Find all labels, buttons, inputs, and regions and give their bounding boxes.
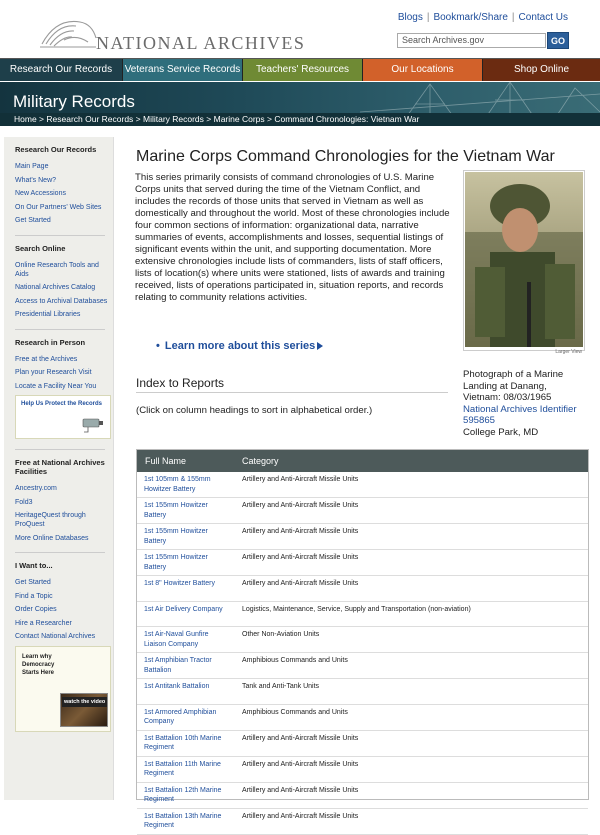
sidebar-link-fold3[interactable]: Fold3 xyxy=(15,498,33,506)
sidebar-link-contact[interactable]: Contact National Archives xyxy=(15,633,96,640)
marine-photo xyxy=(465,172,583,347)
unit-name-link[interactable]: 1st Air Delivery Company xyxy=(144,605,223,613)
divider xyxy=(15,230,105,236)
sidebar-link-find-topic[interactable]: Find a Topic xyxy=(15,592,53,600)
main-content xyxy=(135,137,592,829)
sidebar-link-main-page[interactable]: Main Page xyxy=(15,163,49,170)
sidebar-link-locate-facility[interactable]: Locate a Facility Near You xyxy=(15,382,97,390)
nav-veterans-service-records[interactable]: Veterans Service Records xyxy=(123,59,243,81)
table-row xyxy=(137,498,588,524)
sidebar-heading: Research in Person xyxy=(15,337,86,347)
contact-us-link[interactable]: Contact Us xyxy=(518,12,568,23)
divider xyxy=(15,449,105,450)
unit-name-link[interactable]: 1st 155mm Howitzer Battery xyxy=(144,528,208,545)
breadcrumb-marine-corps[interactable]: Marine Corps xyxy=(213,114,265,124)
site-header xyxy=(0,0,600,58)
table-row xyxy=(137,757,588,783)
unit-name-link[interactable]: 1st 105mm & 155mm Howitzer Battery xyxy=(144,476,211,493)
table-header xyxy=(137,450,588,472)
index-heading: Index to Reports xyxy=(136,376,225,390)
table-row xyxy=(137,705,588,731)
larger-view-link[interactable]: Larger View xyxy=(555,349,582,355)
table-row xyxy=(137,679,588,705)
nav-shop-online[interactable]: Shop Online xyxy=(483,59,600,81)
unit-category: Artillery and Anti-Aircraft Missile Units xyxy=(242,528,359,535)
table-row xyxy=(137,809,588,835)
unit-name-link[interactable]: 1st 155mm Howitzer Battery xyxy=(144,502,208,519)
sidebar-heading: Free at National Archives Facilities xyxy=(15,458,105,476)
nav-teachers-resources[interactable]: Teachers' Resources xyxy=(243,59,363,81)
sidebar-link-heritagequest[interactable]: HeritageQuest through ProQuest xyxy=(15,512,86,528)
breadcrumb-home[interactable]: Home xyxy=(14,114,37,124)
series-description: This series primarily consists of command chronologies of U.S. Marine Corps units that served during the time of the Vietnam Conflict, and includes the records of those units that served in Vietnam as well as domestically and throughout the world. Most of these chronologies include four common sections of information: organizational data, narrative summaries of events, accomplishments and losses, sequential listings of significant events within the unit, and supporting documentation. More extensive chronologies include lists of commanders, lists of staff officers, lists of location(s) where units were stationed, lists of awards and training received, lists of operations participated in, situation reports, and records relating to community relations activities. xyxy=(135,172,450,303)
breadcrumb: Home > Research Our Records > Military Records > Marine Corps > Command Chronologies: Vietnam War xyxy=(0,113,600,126)
section-title: Military Records xyxy=(13,92,135,111)
sidebar-link-free-at-archives[interactable]: Free at the Archives xyxy=(15,355,78,363)
sidebar-link-databases[interactable]: Access to Archival Databases xyxy=(15,297,108,305)
promo-text: Help Us Protect the Records xyxy=(21,401,103,407)
unit-name-link[interactable]: 1st Battalion 11th Marine Regiment xyxy=(144,760,221,777)
marine-photo-frame[interactable] xyxy=(463,170,585,351)
unit-category: Amphibious Commands and Units xyxy=(242,708,348,716)
logo-text[interactable]: NATIONAL ARCHIVES xyxy=(96,33,306,53)
unit-category: Amphibious Commands and Units xyxy=(242,657,348,664)
column-header-category[interactable]: Category xyxy=(242,456,279,466)
table-row xyxy=(137,627,588,653)
nav-research-our-records[interactable]: Research Our Records xyxy=(0,59,123,81)
separator: | xyxy=(511,12,515,23)
security-camera-icon xyxy=(80,416,106,434)
sidebar-link-plan-visit[interactable]: Plan your Research Visit xyxy=(15,369,92,376)
main-nav xyxy=(0,58,600,80)
unit-category: Artillery and Anti-Aircraft Missile Units xyxy=(242,760,359,768)
bullet-icon: • xyxy=(156,340,160,352)
table-row xyxy=(137,576,588,602)
unit-category: Tank and Anti-Tank Units xyxy=(242,683,320,690)
search-input[interactable]: Search Archives.gov xyxy=(397,33,546,48)
unit-category: Artillery and Anti-Aircraft Missile Units xyxy=(242,502,359,509)
learn-more-text: Learn more about this series xyxy=(164,340,316,352)
sidebar-link-whats-new[interactable]: What's New? xyxy=(15,176,57,184)
breadcrumb-current: Command Chronologies: Vietnam War xyxy=(274,114,420,124)
sidebar-heading: Search Online xyxy=(15,243,66,253)
sort-instructions: (Click on column headings to sort in alphabetical order.) xyxy=(136,405,373,416)
unit-category: Logistics, Maintenance, Service, Supply and Transportation (non-aviation) xyxy=(242,605,471,613)
unit-name-link[interactable]: 1st 155mm Howitzer Battery xyxy=(144,554,208,571)
table-row xyxy=(137,783,588,809)
nav-our-locations[interactable]: Our Locations xyxy=(363,59,483,81)
sidebar-heading: Research Our Records xyxy=(15,145,97,154)
unit-name-link[interactable]: 1st Antitank Battalion xyxy=(144,683,210,690)
sidebar-link-online-tools[interactable]: Online Research Tools and Aids xyxy=(15,261,99,278)
caption-text: Photograph of a Marine Landing at Danang, Vietnam: 08/03/1965 xyxy=(463,369,564,403)
caption-identifier-link[interactable]: National Archives Identifier 595865 xyxy=(463,403,577,426)
sidebar-link-partners[interactable]: On Our Partners' Web Sites xyxy=(15,203,102,211)
divider xyxy=(136,392,448,393)
table-row xyxy=(137,524,588,550)
breadcrumb-military-records[interactable]: Military Records xyxy=(142,114,204,124)
unit-category: Artillery and Anti-Aircraft Missile Units xyxy=(242,734,359,742)
sidebar-heading: I Want to... xyxy=(15,561,53,570)
learn-more-link[interactable] xyxy=(156,340,323,352)
table-body xyxy=(137,472,588,835)
separator: | xyxy=(426,12,430,23)
bookmark-share-link[interactable]: Bookmark/Share xyxy=(433,12,508,23)
sidebar-link-get-started[interactable]: Get Started xyxy=(15,217,51,224)
page-title: Marine Corps Command Chronologies for the Vietnam War xyxy=(136,148,555,165)
caption-location: College Park, MD xyxy=(463,426,539,438)
unit-name-link[interactable]: 1st Battalion 10th Marine Regiment xyxy=(144,734,222,751)
table-row xyxy=(137,602,588,628)
table-row xyxy=(137,653,588,679)
watch-video-label: watch the video xyxy=(64,698,106,705)
photo-caption xyxy=(463,369,585,438)
reports-table xyxy=(136,449,589,829)
sidebar-link-ancestry[interactable]: Ancestry.com xyxy=(15,485,57,492)
unit-category: Artillery and Anti-Aircraft Missile Units xyxy=(242,812,359,820)
unit-category: Artillery and Anti-Aircraft Missile Units xyxy=(242,580,359,587)
table-row xyxy=(137,550,588,576)
sidebar-link-new-accessions[interactable]: New Accessions xyxy=(15,190,66,197)
table-row xyxy=(137,731,588,757)
unit-name-link[interactable]: 1st Amphibian Tractor Battalion xyxy=(144,657,212,674)
unit-category: Artillery and Anti-Aircraft Missile Units xyxy=(242,554,359,561)
divider xyxy=(15,547,105,553)
arrow-right-icon xyxy=(317,342,323,350)
sidebar-link-more-databases[interactable]: More Online Databases xyxy=(15,534,89,542)
table-row xyxy=(137,472,588,498)
democracy-starts-here-promo[interactable] xyxy=(15,646,111,732)
blogs-link[interactable]: Blogs xyxy=(397,12,423,23)
search-go-button[interactable]: GO xyxy=(547,32,569,49)
breadcrumb-research[interactable]: Research Our Records xyxy=(46,114,134,124)
column-header-full-name[interactable]: Full Name xyxy=(145,456,187,466)
sidebar-link-get-started-2[interactable]: Get Started xyxy=(15,579,51,586)
sidebar-link-order-copies[interactable]: Order Copies xyxy=(15,606,57,613)
unit-category: Other Non-Aviation Units xyxy=(242,631,320,638)
sidebar xyxy=(4,137,114,800)
sidebar-link-hire-researcher[interactable]: Hire a Researcher xyxy=(15,619,72,627)
unit-name-link[interactable]: 1st Battalion 12th Marine Regiment xyxy=(144,786,222,803)
unit-name-link[interactable]: 1st Armored Amphibian Company xyxy=(144,708,217,725)
protect-records-promo[interactable] xyxy=(15,395,111,439)
promo-text: Learn why Democracy Starts Here xyxy=(22,653,55,676)
utility-links xyxy=(398,12,568,23)
unit-name-link[interactable]: 1st 8" Howitzer Battery xyxy=(144,580,215,587)
sidebar-link-catalog[interactable]: National Archives Catalog xyxy=(15,284,96,291)
unit-name-link[interactable]: 1st Battalion 13th Marine Regiment xyxy=(144,812,222,829)
unit-category: Artillery and Anti-Aircraft Missile Units xyxy=(242,786,359,794)
unit-name-link[interactable]: 1st Air-Naval Gunfire Liaison Company xyxy=(144,631,209,648)
unit-category: Artillery and Anti-Aircraft Missile Units xyxy=(242,476,359,483)
sidebar-link-presidential-libraries[interactable]: Presidential Libraries xyxy=(15,311,81,318)
divider xyxy=(15,324,105,330)
